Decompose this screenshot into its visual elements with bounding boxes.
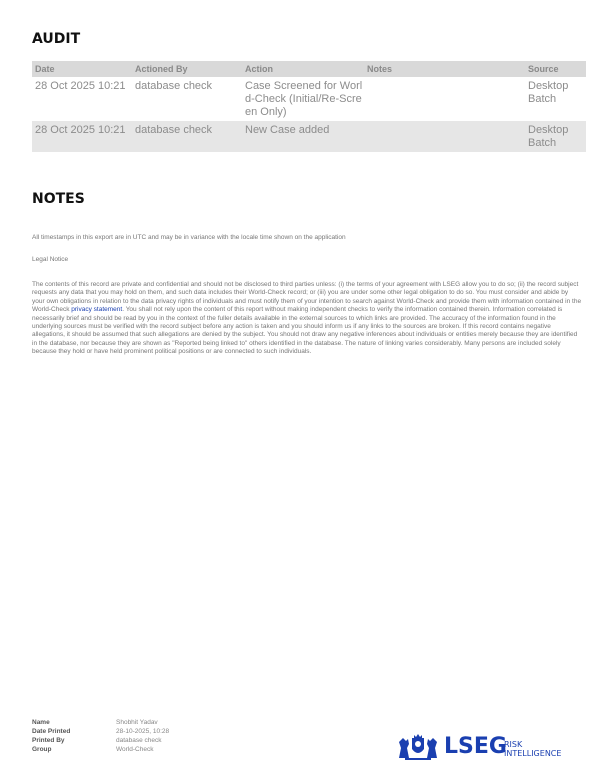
privacy-statement-link[interactable]: privacy statement	[71, 306, 123, 314]
logo-sub-risk: RISK	[504, 740, 523, 749]
cell-actioned-by: database check	[135, 124, 213, 136]
legal-notice-label: Legal Notice	[32, 256, 69, 263]
print-metadata	[32, 718, 232, 754]
cell-source: Desktop Batch	[528, 80, 569, 105]
audit-title: AUDIT	[32, 31, 81, 47]
logo-subtitle	[504, 740, 561, 758]
logo-wordmark: LSEG	[444, 734, 507, 759]
logo-sub-intelligence: INTELLIGENCE	[504, 749, 562, 758]
header-actioned-by: Actioned By	[135, 64, 188, 74]
legal-text-part2: . You shall not rely upon the content of this report without making independent checks to verify the information contained therein. Information correlated is necessarily brief and should be read by you in the context of the fuller details available in the external sources to which links are provided. The accuracy of the information found in the underlying sources must be verified with the record subject before any action is taken and you should inform us if any links to the sources are broken. If this record contains negative allegations, it should be assumed that such allegations are denied by the subject. You should not draw any negative inferences about individuals or entities merely because they are identified in the database, nor because they are shown as "Reported being linked to" others identified in the database. The nature of linking varies considerably. Many persons are included solely because they hold or have held prominent political positions or are connected to such individuals.	[32, 306, 578, 356]
cell-action: New Case added	[245, 124, 330, 136]
audit-table	[32, 61, 586, 152]
notes-title: NOTES	[32, 191, 85, 207]
meta-label: Date Printed	[32, 728, 71, 735]
cell-date: 28 Oct 2025 10:21	[35, 124, 126, 136]
header-notes: Notes	[367, 64, 393, 74]
legal-text-part1: The contents of this record are private and confidential and should not be disclosed to third parties unless: (i) the terms of your agreement with LSEG allow you to do so; (ii) the record subject requests any data that you may hold on them, and such data includes their World-Check record; or (iii) you are under some other legal obligation to do so. You must consider and abide by your own obligations in relation to the data privacy rights of individuals and must notify them of your intention to search against World-Check and provide them with information contained in the World-Check	[32, 281, 582, 314]
legal-notice-text	[32, 281, 582, 357]
meta-label: Name	[32, 719, 50, 726]
timezone-note: All timestamps in this export are in UTC and may be in variance with the locale time shown on the application	[32, 234, 346, 241]
meta-row-group	[32, 745, 232, 754]
meta-value: 28-10-2025, 10:28	[116, 728, 170, 735]
meta-row-printed-by	[32, 736, 232, 745]
cell-source: Desktop Batch	[528, 124, 569, 149]
cell-date: 28 Oct 2025 10:21	[35, 80, 126, 92]
cell-actioned-by: database check	[135, 80, 213, 92]
header-date: Date	[35, 64, 55, 74]
header-source: Source	[528, 64, 559, 74]
meta-value: database check	[116, 737, 162, 744]
lion-unicorn-crest-icon	[397, 734, 439, 760]
meta-label: Group	[32, 746, 52, 753]
table-header	[32, 61, 586, 77]
meta-label: Printed By	[32, 737, 65, 744]
table-row	[32, 121, 586, 152]
header-action: Action	[245, 64, 273, 74]
lseg-logo	[397, 734, 577, 762]
cell-action: Case Screened for World-Check (Initial/Re-Screen Only)	[245, 80, 363, 118]
meta-value: World-Check	[116, 746, 154, 753]
meta-row-date-printed	[32, 727, 232, 736]
meta-row-name	[32, 718, 232, 727]
meta-value: Shobhit Yadav	[116, 719, 158, 726]
table-row	[32, 77, 586, 121]
